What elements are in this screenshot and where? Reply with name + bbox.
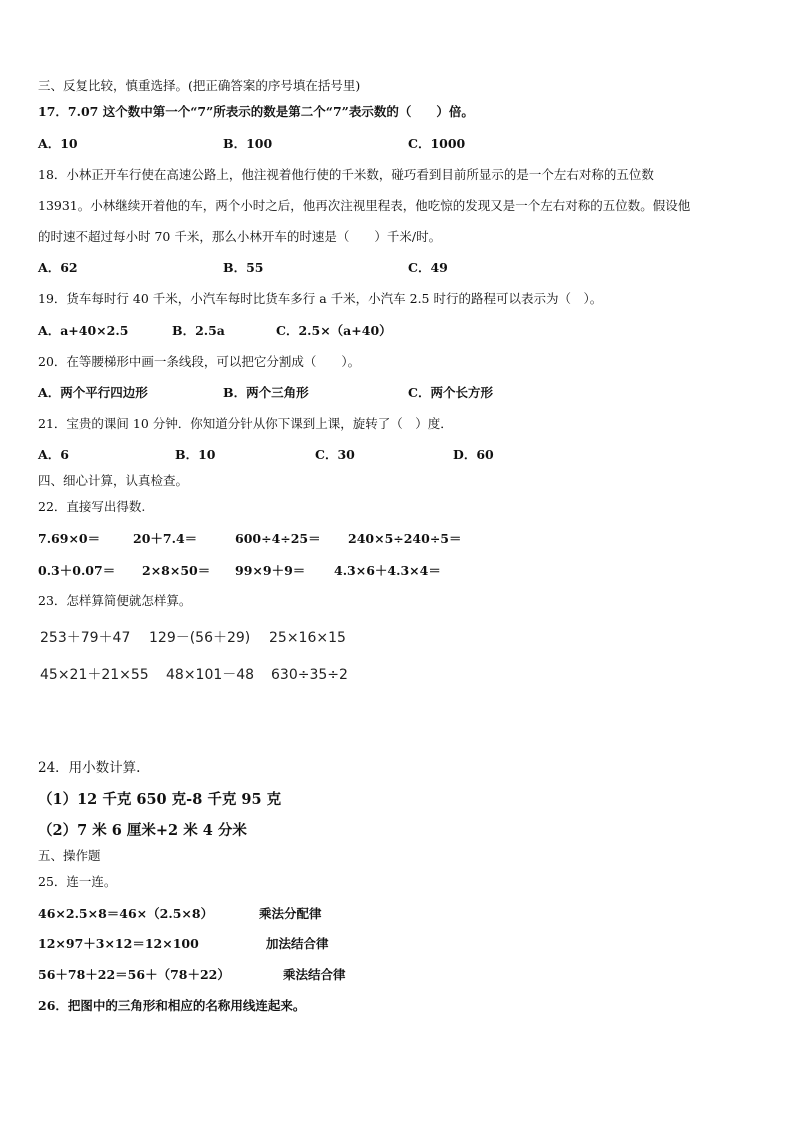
question-18-line-2: 13931。小林继续开着他的车，两个小时之后，他再次注视里程表，他吃惊的发现又是一个左右对称的五位数。假设他 xyxy=(38,198,691,213)
q25-left-item: 56＋78＋22＝56＋（78＋22） xyxy=(38,967,230,982)
q21-option-d: D．60 xyxy=(453,447,494,462)
q22-item: 600÷4÷25＝ xyxy=(235,531,321,546)
q22-item: 7.69×0＝ xyxy=(38,531,101,546)
q20-option-c: C．两个长方形 xyxy=(408,385,493,400)
q20-option-b: B．两个三角形 xyxy=(223,385,309,400)
q25-left-item: 46×2.5×8＝46×（2.5×8） xyxy=(38,906,214,921)
q18-option-c: C．49 xyxy=(408,260,448,275)
q22-item: 4.3×6＋4.3×4＝ xyxy=(334,563,441,578)
question-21: 21．宝贵的课间 10 分钟．你知道分针从你下课到上课，旋转了（ ）度． xyxy=(38,416,453,431)
q24-item-2: （2）7 米 6 厘米+2 米 4 分米 xyxy=(38,822,247,839)
q25-right-item: 乘法结合律 xyxy=(283,967,346,982)
q23-expression: 630÷35÷2 xyxy=(271,667,348,683)
question-18-line-1: 18．小林正开车行使在高速公路上，他注视着他行使的千米数，碰巧看到目前所显示的是一个左右对称的五位数 xyxy=(38,167,654,182)
q19-option-b: B．2.5a xyxy=(172,323,225,338)
section-5-title: 五、操作题 xyxy=(38,848,101,863)
question-19: 19．货车每时行 40 千米，小汽车每时比货车多行 a 千米，小汽车 2.5 时行的路程可以表示为（ ）。 xyxy=(38,291,603,306)
question-20: 20．在等腰梯形中画一条线段，可以把它分割成（ ）。 xyxy=(38,354,361,369)
q21-option-a: A．6 xyxy=(38,447,69,462)
q22-item: 0.3＋0.07＝ xyxy=(38,563,116,578)
question-26: 26．把图中的三角形和相应的名称用线连起来。 xyxy=(38,998,306,1013)
question-24: 24．用小数计算. xyxy=(38,760,141,776)
q23-expression: 45×21＋21×55 xyxy=(40,667,149,683)
q22-item: 20＋7.4＝ xyxy=(133,531,198,546)
q23-expression: 253＋79＋47 xyxy=(40,630,131,646)
question-17: 17．7.07 这个数中第一个“7”所表示的数是第二个“7”表示数的（ ）倍。 xyxy=(38,104,474,119)
q17-option-a: A．10 xyxy=(38,136,78,151)
q25-left-item: 12×97＋3×12＝12×100 xyxy=(38,936,199,951)
q23-expression: 129－(56＋29) xyxy=(149,630,251,646)
section-3-title: 三、反复比较，慎重选择。(把正确答案的序号填在括号里) xyxy=(38,78,361,93)
q21-option-c: C．30 xyxy=(315,447,355,462)
q24-item-1: （1）12 千克 650 克-8 千克 95 克 xyxy=(38,791,282,808)
q25-right-item: 乘法分配律 xyxy=(259,906,322,921)
q22-item: 240×5÷240÷5＝ xyxy=(348,531,462,546)
q20-option-a: A．两个平行四边形 xyxy=(38,385,148,400)
question-25: 25．连一连。 xyxy=(38,874,117,889)
question-18-line-3: 的时速不超过每小时 70 千米，那么小林开车的时速是（ ）千米/时。 xyxy=(38,229,442,244)
question-22: 22．直接写出得数. xyxy=(38,499,146,514)
section-4-title: 四、细心计算，认真检查。 xyxy=(38,473,189,488)
q18-option-a: A．62 xyxy=(38,260,78,275)
q18-option-b: B．55 xyxy=(223,260,264,275)
q22-item: 99×9＋9＝ xyxy=(235,563,306,578)
q22-item: 2×8×50＝ xyxy=(142,563,211,578)
q19-option-c: C．2.5×（a+40） xyxy=(276,323,392,338)
q17-option-c: C．1000 xyxy=(408,136,466,151)
q25-right-item: 加法结合律 xyxy=(266,936,329,951)
q23-expression: 48×101－48 xyxy=(166,667,255,683)
q23-expression: 25×16×15 xyxy=(269,630,346,646)
q21-option-b: B．10 xyxy=(175,447,216,462)
question-23: 23．怎样算简便就怎样算。 xyxy=(38,593,192,608)
q19-option-a: A．a+40×2.5 xyxy=(38,323,129,338)
q17-option-b: B．100 xyxy=(223,136,273,151)
